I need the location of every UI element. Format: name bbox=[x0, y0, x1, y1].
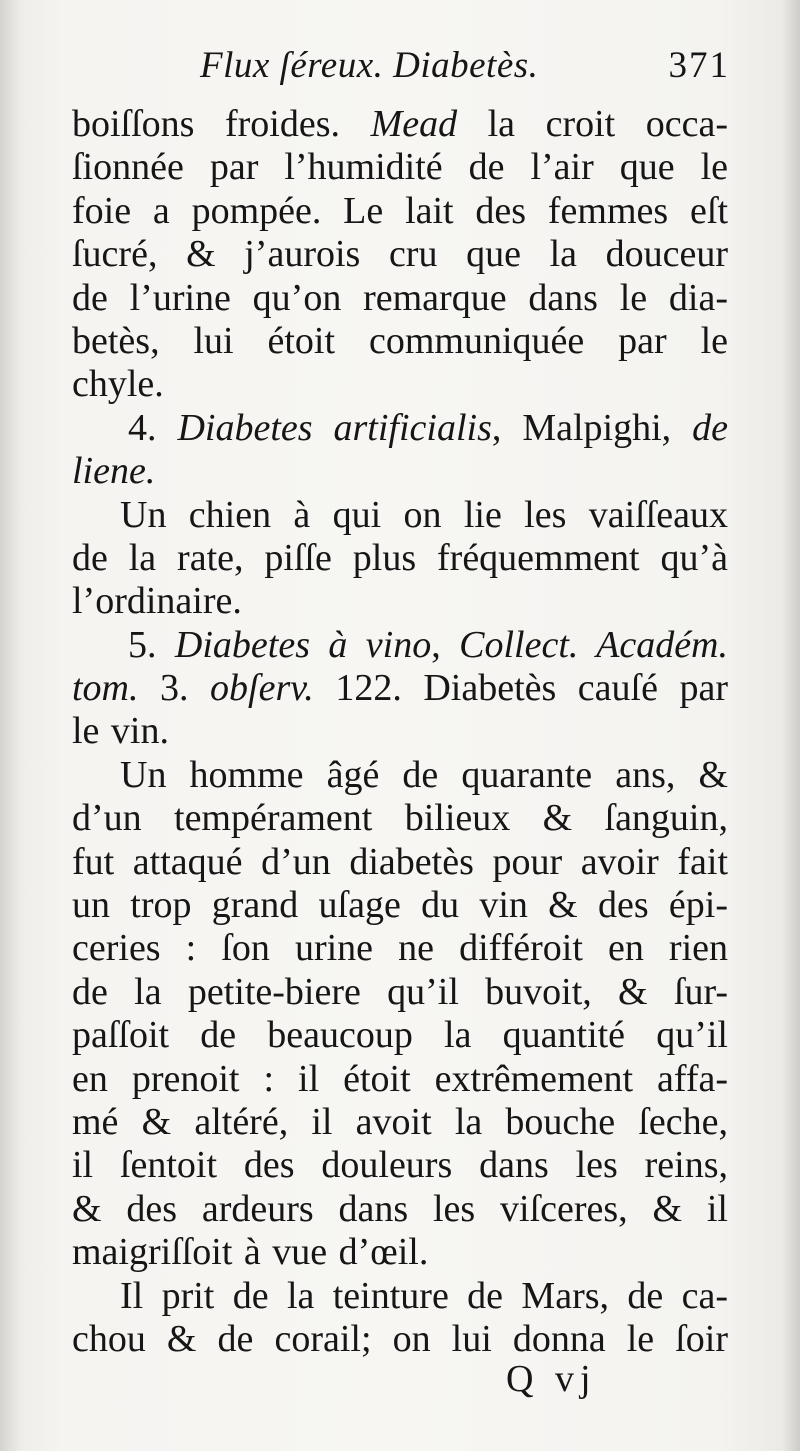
text-line bbox=[72, 233, 728, 276]
text-segment: Il prit de la teinture de Mars, de ca- bbox=[120, 1274, 728, 1317]
text-segment: ceries : ſon urine ne différoit en rien bbox=[72, 927, 728, 970]
text-segment: fut attaqué d’un diabetès pour avoir fait bbox=[72, 840, 728, 883]
text-line bbox=[72, 710, 728, 753]
italic-text: Mead bbox=[370, 103, 458, 145]
text-line bbox=[72, 667, 728, 710]
text-segment: 122. Diabetès cauſé par bbox=[313, 667, 729, 710]
text-line bbox=[72, 1058, 728, 1101]
binding-shadow bbox=[0, 0, 22, 1451]
text-segment: 3. bbox=[138, 667, 211, 710]
text-segment: paſſoit de beaucoup la quantité qu’il bbox=[72, 1014, 728, 1057]
text-line bbox=[72, 580, 728, 623]
text-line bbox=[72, 363, 728, 406]
text-line bbox=[72, 927, 728, 970]
text-line bbox=[72, 841, 728, 884]
text-segment: il ſentoit des douleurs dans les reins, bbox=[72, 1144, 728, 1187]
text-line bbox=[72, 103, 728, 146]
text-segment: mé & altéré, il avoit la bouche ſeche, bbox=[72, 1100, 728, 1143]
italic-text: Diabetes artificialis bbox=[177, 406, 492, 449]
text-line bbox=[72, 1188, 728, 1231]
running-head: Flux ſéreux. Diabetès. bbox=[200, 45, 539, 86]
text-line bbox=[72, 754, 728, 797]
text-segment: chyle. bbox=[72, 363, 164, 406]
text-segment: la croit occa- bbox=[457, 103, 729, 145]
text-segment: Un homme âgé de quarante ans, & bbox=[120, 753, 728, 796]
page-edge-shadow bbox=[782, 0, 800, 1451]
page-header bbox=[200, 44, 730, 96]
body-text bbox=[72, 103, 728, 1361]
text-segment: 5. bbox=[128, 623, 175, 666]
italic-text: de bbox=[692, 406, 728, 449]
text-segment: le vin. bbox=[72, 710, 169, 753]
text-line bbox=[72, 407, 728, 450]
text-line bbox=[72, 1318, 728, 1361]
text-line bbox=[72, 494, 728, 537]
text-line bbox=[72, 1231, 728, 1274]
text-segment: de l’urine qu’on remarque dans le dia- bbox=[72, 276, 728, 319]
italic-text: tom. bbox=[72, 667, 139, 710]
text-segment: l’ordinaire. bbox=[72, 580, 242, 623]
text-segment: 4. bbox=[128, 406, 178, 449]
text-segment: en prenoit : il étoit extrêmement affa- bbox=[72, 1057, 728, 1100]
text-line bbox=[72, 190, 728, 233]
text-segment: & des ardeurs dans les viſceres, & il bbox=[72, 1187, 728, 1230]
text-line bbox=[72, 797, 728, 840]
text-segment: de la rate, piſſe plus fréquemment qu’à bbox=[72, 536, 728, 579]
text-segment: chou & de corail; on lui donna le ſoir bbox=[72, 1317, 728, 1360]
text-segment: foie a pompée. Le lait des femmes eſt bbox=[72, 189, 728, 232]
text-line bbox=[72, 1275, 728, 1318]
text-segment: maigriſſoit à vue d’œil. bbox=[72, 1231, 429, 1274]
text-line bbox=[72, 537, 728, 580]
text-segment: , Malpighi, bbox=[491, 406, 693, 449]
italic-text: Collect. Académ. bbox=[459, 623, 728, 666]
text-segment: d’un tempérament bilieux & ſanguin, bbox=[72, 797, 728, 840]
signature-mark: Q vj bbox=[506, 1358, 597, 1400]
text-line bbox=[72, 1014, 728, 1057]
italic-text: Diabetes à vino bbox=[174, 623, 432, 666]
page-number: 371 bbox=[668, 45, 730, 86]
text-segment: ſionnée par l’humidité de l’air que le bbox=[72, 146, 728, 189]
text-line bbox=[72, 884, 728, 927]
text-segment: boiſſons froides. bbox=[72, 103, 371, 145]
text-line bbox=[72, 971, 728, 1014]
text-line bbox=[72, 146, 728, 189]
italic-text: liene. bbox=[72, 450, 156, 493]
italic-text: obſerv. bbox=[210, 667, 314, 710]
text-line bbox=[72, 450, 728, 493]
text-line bbox=[72, 320, 728, 363]
text-line bbox=[72, 624, 728, 667]
text-line bbox=[72, 1144, 728, 1187]
text-segment: de la petite-biere qu’il buvoit, & ſur- bbox=[72, 970, 728, 1013]
text-segment: , bbox=[431, 623, 460, 666]
text-segment: Un chien à qui on lie les vaiſſeaux bbox=[120, 493, 728, 536]
text-line bbox=[72, 1101, 728, 1144]
text-line bbox=[72, 277, 728, 320]
text-segment: ſucré, & j’aurois cru que la douceur bbox=[72, 233, 728, 276]
text-segment: un trop grand uſage du vin & des épi- bbox=[72, 884, 728, 927]
text-segment: betès, lui étoit communiquée par le bbox=[72, 319, 728, 362]
